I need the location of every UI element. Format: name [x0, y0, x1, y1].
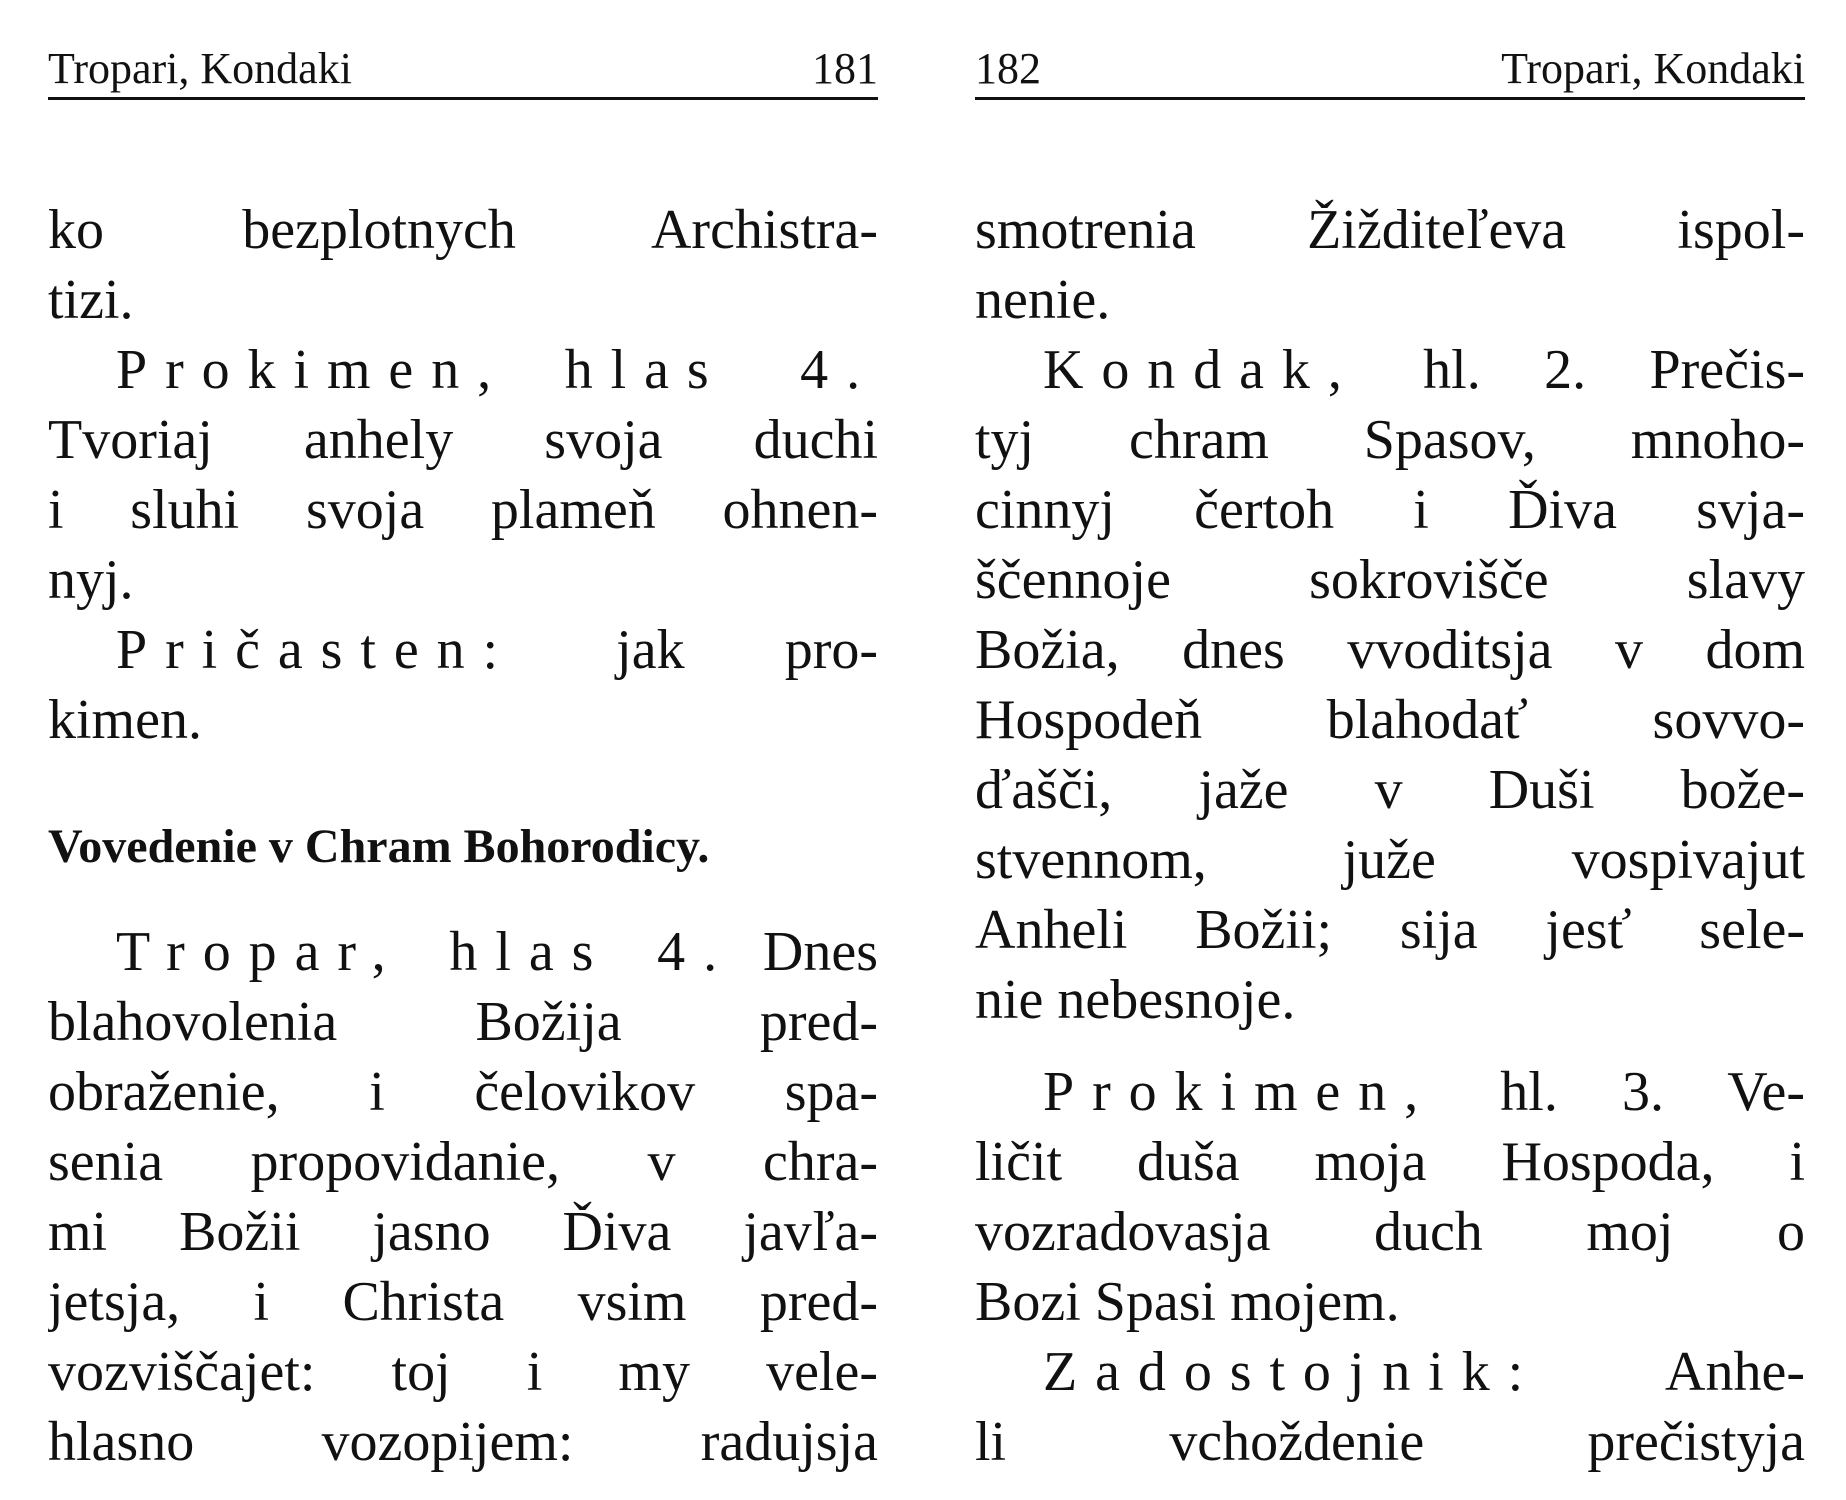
- left-running-head: [48, 0, 878, 100]
- text-line: ďašči, jaže v Duši bože-: [975, 759, 1805, 821]
- line-rest: jak pro-: [616, 619, 878, 681]
- text-line: Tvoriaj anhely svoja duchi: [48, 409, 878, 471]
- text-line: nie nebesnoje.: [975, 969, 1296, 1031]
- text-line: ko bezplotnych Archistra-: [48, 199, 878, 261]
- text-line: kimen.: [48, 689, 202, 751]
- right-running-title: Tropari, Kondaki: [1501, 44, 1805, 93]
- text-line: cinnyj čertoh i Ďiva svja-: [975, 479, 1805, 541]
- left-page: [48, 0, 878, 1473]
- spaced-term: Prokimen,: [1043, 1061, 1437, 1123]
- text-line: vozviščajet: toj i my vele-: [48, 1341, 878, 1403]
- right-page-number: 182: [975, 44, 1041, 93]
- text-line: [975, 1057, 1805, 1127]
- text-line: [48, 335, 878, 405]
- spaced-term: Zadostojnik:: [1043, 1341, 1542, 1403]
- spaced-term: hlas 4.: [564, 339, 878, 401]
- left-text-block: [48, 195, 878, 1477]
- text-line: [48, 615, 878, 685]
- text-line: ličit duša moja Hospoda, i: [975, 1131, 1805, 1193]
- text-line: [48, 917, 878, 987]
- right-text-block: [975, 195, 1805, 1477]
- text-line: hlasno vozopijem: radujsja: [48, 1411, 878, 1473]
- text-line: vozradovasja duch moj o: [975, 1201, 1805, 1263]
- text-line: Anheli Božii; sija jesť sele-: [975, 899, 1805, 961]
- spaced-term: Kondak,: [1043, 339, 1360, 401]
- text-line: nenie.: [975, 269, 1111, 331]
- line-rest: Anhe-: [1665, 1341, 1805, 1403]
- spaced-term: Tropar, hlas 4.: [116, 921, 735, 983]
- line-rest: hl. 3. Ve-: [1500, 1061, 1805, 1123]
- text-line: i sluhi svoja plameň ohnen-: [48, 479, 878, 541]
- line-rest: Dnes: [762, 921, 878, 983]
- left-page-number: 181: [812, 44, 878, 93]
- text-line: blahovolenia Božija pred-: [48, 991, 878, 1053]
- right-running-head: [975, 0, 1805, 100]
- text-line: [975, 1337, 1805, 1407]
- text-line: tizi.: [48, 269, 134, 331]
- spaced-term: Prokimen,: [116, 339, 510, 401]
- text-line: smotrenia Žižditeľeva ispol-: [975, 199, 1805, 261]
- text-line: Hospodeň blahodať sovvo-: [975, 689, 1805, 751]
- right-page: [975, 0, 1805, 1473]
- text-line: senia propovidanie, v chra-: [48, 1131, 878, 1193]
- text-line: obraženie, i čelovikov spa-: [48, 1061, 878, 1123]
- text-line: mi Božii jasno Ďiva javľa-: [48, 1201, 878, 1263]
- text-line: tyj chram Spasov, mnoho-: [975, 409, 1805, 471]
- text-line: Božia, dnes vvoditsja v dom: [975, 619, 1805, 681]
- text-line: stvennom, juže vospivajut: [975, 829, 1805, 891]
- text-line: [975, 335, 1805, 405]
- text-line: Bozi Spasi mojem.: [975, 1271, 1400, 1333]
- text-line: nyj.: [48, 549, 134, 611]
- text-line: li vchoždenie prečistyja: [975, 1411, 1805, 1473]
- text-line: ščennoje sokrovišče slavy: [975, 549, 1805, 611]
- line-rest: hl. 2. Prečis-: [1423, 339, 1805, 401]
- section-heading: Vovedenie v Chram Bohorodicy.: [48, 820, 710, 873]
- text-line: jetsja, i Christa vsim pred-: [48, 1271, 878, 1333]
- left-running-title: Tropari, Kondaki: [48, 44, 352, 93]
- spaced-term: Pričasten:: [116, 619, 517, 681]
